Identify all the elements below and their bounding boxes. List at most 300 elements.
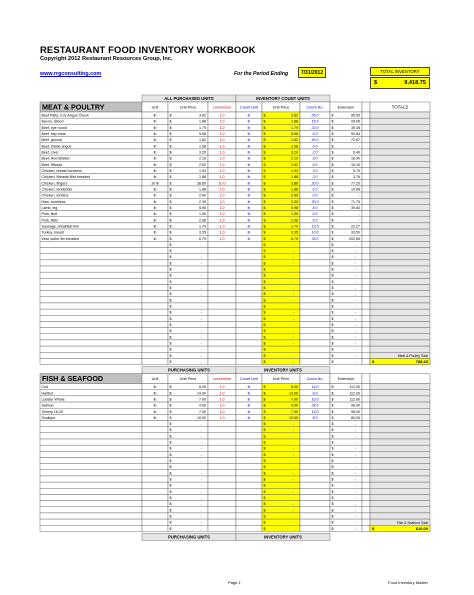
conversion-cell[interactable] bbox=[208, 303, 236, 309]
unit-cell[interactable] bbox=[142, 476, 168, 482]
item-cell[interactable] bbox=[40, 476, 142, 482]
currency-sign: $ bbox=[263, 150, 266, 155]
extension-value: - bbox=[354, 249, 356, 254]
unit-price-cell[interactable] bbox=[168, 421, 208, 427]
website-link[interactable]: www.rrgconsulting.com bbox=[40, 71, 102, 77]
conversion-cell[interactable] bbox=[208, 352, 236, 358]
conversion-cell[interactable] bbox=[208, 358, 236, 364]
conversion-cell[interactable] bbox=[208, 340, 236, 346]
item-cell[interactable] bbox=[40, 433, 142, 439]
item-cell[interactable] bbox=[40, 358, 142, 364]
item-cell[interactable] bbox=[40, 384, 142, 390]
unit-cell[interactable] bbox=[142, 297, 168, 303]
count-no-cell[interactable] bbox=[300, 303, 330, 309]
count-no-cell[interactable] bbox=[300, 457, 330, 463]
unit-cell[interactable] bbox=[142, 464, 168, 470]
item-cell[interactable] bbox=[40, 303, 142, 309]
count-price-value: - bbox=[292, 489, 294, 494]
count-unit-cell[interactable] bbox=[236, 284, 262, 290]
conversion-cell[interactable] bbox=[208, 433, 236, 439]
count-no-cell[interactable] bbox=[300, 272, 330, 278]
unit-cell[interactable] bbox=[142, 278, 168, 284]
unit-cell[interactable] bbox=[142, 266, 168, 272]
currency-sign: $ bbox=[263, 298, 266, 303]
item-cell[interactable] bbox=[40, 488, 142, 494]
conversion-cell[interactable] bbox=[208, 476, 236, 482]
unit-price-cell[interactable] bbox=[168, 284, 208, 290]
unit-cell[interactable] bbox=[142, 248, 168, 254]
count-no-cell[interactable] bbox=[300, 525, 330, 531]
unit-cell[interactable] bbox=[142, 315, 168, 321]
count-unit-cell[interactable] bbox=[236, 445, 262, 451]
conversion-cell[interactable] bbox=[208, 457, 236, 463]
extension-value: 95.50 bbox=[351, 113, 360, 118]
unit-cell[interactable] bbox=[142, 334, 168, 340]
count-unit-cell[interactable] bbox=[236, 291, 262, 297]
conversion-cell[interactable] bbox=[208, 254, 236, 260]
conversion-cell[interactable] bbox=[208, 439, 236, 445]
currency-sign: $ bbox=[169, 508, 172, 513]
extension-value: - bbox=[354, 434, 356, 439]
spacer-cell bbox=[362, 161, 370, 167]
currency-sign: $ bbox=[263, 218, 266, 223]
count-no-cell[interactable] bbox=[300, 254, 330, 260]
column-header-text: Extension bbox=[337, 105, 355, 110]
count-unit-cell[interactable] bbox=[236, 476, 262, 482]
unit-price-cell[interactable] bbox=[168, 278, 208, 284]
item-cell[interactable] bbox=[40, 421, 142, 427]
count-no-cell[interactable] bbox=[300, 501, 330, 507]
count-no-cell[interactable] bbox=[300, 248, 330, 254]
conversion-cell[interactable] bbox=[208, 272, 236, 278]
unit-price-cell[interactable] bbox=[168, 254, 208, 260]
item-cell[interactable] bbox=[40, 284, 142, 290]
conversion-cell[interactable] bbox=[208, 507, 236, 513]
item-cell[interactable] bbox=[40, 451, 142, 457]
unit-cell[interactable] bbox=[142, 494, 168, 500]
count-no-cell[interactable] bbox=[300, 464, 330, 470]
unit-price-cell[interactable] bbox=[168, 297, 208, 303]
unit-price-cell[interactable] bbox=[168, 470, 208, 476]
count-no-cell[interactable] bbox=[300, 439, 330, 445]
count-price-cell bbox=[262, 254, 300, 260]
currency-sign: $ bbox=[331, 125, 334, 130]
conversion-value: 1.0 bbox=[219, 169, 225, 173]
unit-price-value: - bbox=[200, 459, 202, 464]
unit-price-cell[interactable] bbox=[168, 464, 208, 470]
unit-cell[interactable] bbox=[142, 272, 168, 278]
unit-cell[interactable] bbox=[142, 507, 168, 513]
extension-cell bbox=[330, 519, 362, 525]
conversion-cell[interactable] bbox=[208, 266, 236, 272]
count-no-cell[interactable] bbox=[300, 260, 330, 266]
unit-price-cell[interactable] bbox=[168, 507, 208, 513]
conversion-cell[interactable] bbox=[208, 297, 236, 303]
unit-cell[interactable] bbox=[142, 445, 168, 451]
totals-cell bbox=[370, 507, 430, 513]
count-price-value: 4.00 bbox=[291, 403, 298, 408]
count-unit-value: lb bbox=[247, 144, 251, 149]
count-no-cell[interactable] bbox=[300, 519, 330, 525]
currency-sign: $ bbox=[263, 508, 266, 513]
currency-sign: $ bbox=[169, 428, 172, 433]
currency-sign: $ bbox=[169, 385, 172, 390]
unit-price-cell[interactable] bbox=[168, 328, 208, 334]
unit-cell[interactable] bbox=[142, 451, 168, 457]
item-cell[interactable] bbox=[40, 328, 142, 334]
unit-price-cell[interactable] bbox=[168, 260, 208, 266]
unit-price-cell[interactable] bbox=[168, 519, 208, 525]
spacer-cell bbox=[362, 186, 370, 192]
conversion-cell[interactable] bbox=[208, 260, 236, 266]
unit-cell[interactable] bbox=[142, 254, 168, 260]
count-unit-cell[interactable] bbox=[236, 272, 262, 278]
item-cell[interactable] bbox=[40, 297, 142, 303]
item-cell[interactable] bbox=[40, 507, 142, 513]
unit-cell[interactable] bbox=[142, 321, 168, 327]
unit-price-cell[interactable] bbox=[168, 439, 208, 445]
count-unit-cell[interactable] bbox=[236, 248, 262, 254]
unit-price-cell[interactable] bbox=[168, 340, 208, 346]
conversion-cell[interactable] bbox=[208, 513, 236, 519]
count-no-cell[interactable] bbox=[300, 470, 330, 476]
item-cell[interactable] bbox=[40, 278, 142, 284]
item-cell[interactable] bbox=[40, 352, 142, 358]
count-no-cell[interactable] bbox=[300, 266, 330, 272]
count-no-cell[interactable] bbox=[300, 321, 330, 327]
totals-cell bbox=[370, 396, 430, 402]
unit-cell[interactable] bbox=[142, 457, 168, 463]
count-unit-cell[interactable] bbox=[236, 358, 262, 364]
totals-cell bbox=[370, 476, 430, 482]
item-cell[interactable] bbox=[40, 390, 142, 396]
count-unit-cell[interactable] bbox=[236, 266, 262, 272]
unit-price-value: 1.98 bbox=[199, 144, 206, 149]
totals-cell bbox=[370, 513, 430, 519]
conversion-cell[interactable] bbox=[208, 346, 236, 352]
count-no-cell[interactable] bbox=[300, 352, 330, 358]
unit-price-cell[interactable] bbox=[168, 309, 208, 315]
count-price-cell bbox=[262, 507, 300, 513]
unit-price-cell[interactable] bbox=[168, 433, 208, 439]
count-unit-cell[interactable] bbox=[236, 451, 262, 457]
count-no-cell[interactable] bbox=[300, 334, 330, 340]
count-unit-cell[interactable] bbox=[236, 525, 262, 531]
count-unit-cell[interactable] bbox=[236, 482, 262, 488]
item-cell[interactable] bbox=[40, 525, 142, 531]
count-no-cell[interactable] bbox=[300, 445, 330, 451]
unit-cell[interactable] bbox=[142, 433, 168, 439]
unit-cell[interactable] bbox=[142, 501, 168, 507]
conversion-cell[interactable] bbox=[208, 278, 236, 284]
conversion-cell[interactable] bbox=[208, 284, 236, 290]
count-no-cell[interactable] bbox=[300, 241, 330, 247]
conversion-cell[interactable] bbox=[208, 501, 236, 507]
unit-value: lb bbox=[153, 230, 157, 235]
item-cell[interactable] bbox=[40, 254, 142, 260]
item-cell[interactable] bbox=[40, 309, 142, 315]
count-price-cell bbox=[262, 297, 300, 303]
extension-cell bbox=[330, 297, 362, 303]
item-cell[interactable] bbox=[40, 457, 142, 463]
item-cell[interactable] bbox=[40, 291, 142, 297]
unit-price-cell[interactable] bbox=[168, 476, 208, 482]
totals-cell bbox=[370, 334, 430, 340]
unit-cell[interactable] bbox=[142, 482, 168, 488]
conversion-cell[interactable] bbox=[208, 494, 236, 500]
unit-price-cell[interactable] bbox=[168, 494, 208, 500]
currency-sign: $ bbox=[169, 391, 172, 396]
unit-value: lb bbox=[153, 397, 157, 402]
count-no-cell[interactable] bbox=[300, 309, 330, 315]
count-no-value: 9.0 bbox=[312, 132, 318, 137]
currency-sign: $ bbox=[263, 156, 266, 161]
count-unit-cell[interactable] bbox=[236, 321, 262, 327]
count-unit-cell[interactable] bbox=[236, 421, 262, 427]
section-total-value: 788.23 bbox=[415, 358, 428, 364]
unit-price-value: - bbox=[200, 489, 202, 494]
currency-sign: $ bbox=[331, 459, 334, 464]
count-price-value: - bbox=[292, 323, 294, 327]
count-no-cell[interactable] bbox=[300, 427, 330, 433]
conversion-cell[interactable] bbox=[208, 248, 236, 254]
conversion-cell[interactable] bbox=[208, 464, 236, 470]
count-no-cell[interactable] bbox=[300, 476, 330, 482]
unit-cell[interactable] bbox=[142, 340, 168, 346]
item-cell[interactable] bbox=[40, 501, 142, 507]
unit-cell[interactable] bbox=[142, 358, 168, 364]
unit-cell[interactable] bbox=[142, 427, 168, 433]
currency-sign: $ bbox=[331, 138, 334, 143]
unit-price-cell[interactable] bbox=[168, 445, 208, 451]
spacer-cell bbox=[362, 501, 370, 507]
count-unit-cell[interactable] bbox=[236, 340, 262, 346]
totals-cell bbox=[370, 192, 430, 198]
count-unit-cell[interactable] bbox=[236, 513, 262, 519]
currency-sign: $ bbox=[263, 199, 266, 204]
conversion-cell[interactable] bbox=[208, 309, 236, 315]
spacer-cell bbox=[362, 513, 370, 519]
count-no-cell[interactable] bbox=[300, 297, 330, 303]
count-no-cell[interactable] bbox=[300, 346, 330, 352]
unit-cell[interactable] bbox=[142, 513, 168, 519]
conversion-cell[interactable] bbox=[208, 427, 236, 433]
item-cell[interactable] bbox=[40, 482, 142, 488]
currency-sign: $ bbox=[331, 347, 334, 352]
unit-cell[interactable] bbox=[142, 488, 168, 494]
conversion-cell[interactable] bbox=[208, 525, 236, 531]
count-unit-cell[interactable] bbox=[236, 507, 262, 513]
count-unit-cell[interactable] bbox=[236, 260, 262, 266]
count-no-cell[interactable] bbox=[300, 488, 330, 494]
conversion-cell[interactable] bbox=[208, 291, 236, 297]
unit-price-cell[interactable] bbox=[168, 321, 208, 327]
currency-sign: $ bbox=[169, 236, 172, 241]
extension-value: 15.15 bbox=[351, 162, 360, 167]
count-no-cell[interactable] bbox=[300, 507, 330, 513]
unit-price-value: - bbox=[200, 273, 202, 278]
count-no-cell[interactable] bbox=[300, 315, 330, 321]
count-no-cell[interactable] bbox=[300, 482, 330, 488]
conversion-cell[interactable] bbox=[208, 445, 236, 451]
unit-price-cell[interactable] bbox=[168, 315, 208, 321]
unit-price-cell[interactable] bbox=[168, 248, 208, 254]
count-unit-cell[interactable] bbox=[236, 427, 262, 433]
unit-price-cell[interactable] bbox=[168, 358, 208, 364]
count-unit-cell[interactable] bbox=[236, 346, 262, 352]
count-unit-cell[interactable] bbox=[236, 488, 262, 494]
count-unit-cell[interactable] bbox=[236, 328, 262, 334]
count-no-cell[interactable] bbox=[300, 358, 330, 364]
unit-cell[interactable] bbox=[142, 525, 168, 531]
count-unit-cell[interactable] bbox=[236, 297, 262, 303]
unit-price-cell[interactable] bbox=[168, 488, 208, 494]
count-no-cell[interactable] bbox=[300, 513, 330, 519]
conversion-cell[interactable] bbox=[208, 488, 236, 494]
count-no-cell[interactable] bbox=[300, 291, 330, 297]
item-cell[interactable] bbox=[40, 321, 142, 327]
count-unit-cell[interactable] bbox=[236, 494, 262, 500]
conversion-cell[interactable] bbox=[208, 470, 236, 476]
count-no-cell[interactable] bbox=[300, 433, 330, 439]
item-cell[interactable] bbox=[40, 439, 142, 445]
count-unit-cell[interactable] bbox=[236, 309, 262, 315]
item-cell[interactable] bbox=[40, 445, 142, 451]
currency-sign: $ bbox=[169, 156, 172, 161]
unit-cell[interactable] bbox=[142, 309, 168, 315]
unit-price-cell[interactable] bbox=[168, 513, 208, 519]
column-header-text: Count No. bbox=[306, 377, 324, 382]
count-no-cell[interactable] bbox=[300, 284, 330, 290]
item-cell[interactable] bbox=[40, 340, 142, 346]
unit-price-cell[interactable] bbox=[168, 346, 208, 352]
unit-cell[interactable] bbox=[142, 291, 168, 297]
item-cell[interactable] bbox=[40, 315, 142, 321]
item-cell[interactable] bbox=[40, 464, 142, 470]
spacer-cell bbox=[362, 167, 370, 173]
count-no-cell[interactable] bbox=[300, 451, 330, 457]
count-unit-cell[interactable] bbox=[236, 303, 262, 309]
count-unit-cell[interactable] bbox=[236, 439, 262, 445]
count-price-value: - bbox=[292, 452, 294, 457]
item-cell[interactable] bbox=[40, 513, 142, 519]
unit-price-cell[interactable] bbox=[168, 525, 208, 531]
count-no-cell[interactable] bbox=[300, 328, 330, 334]
unit-value: lb bbox=[153, 415, 157, 420]
unit-cell[interactable] bbox=[142, 346, 168, 352]
conversion-cell[interactable] bbox=[208, 241, 236, 247]
count-unit-cell[interactable] bbox=[236, 519, 262, 525]
count-no-cell[interactable] bbox=[300, 278, 330, 284]
unit-price-cell[interactable] bbox=[168, 482, 208, 488]
unit-price-cell[interactable] bbox=[168, 501, 208, 507]
conversion-cell[interactable] bbox=[208, 334, 236, 340]
unit-price-cell[interactable] bbox=[168, 241, 208, 247]
count-unit-cell[interactable] bbox=[236, 334, 262, 340]
item-cell[interactable] bbox=[40, 272, 142, 278]
count-unit-cell[interactable] bbox=[236, 470, 262, 476]
count-unit-cell[interactable] bbox=[236, 352, 262, 358]
count-no-value: 6.0 bbox=[312, 162, 318, 167]
count-unit-cell[interactable] bbox=[236, 254, 262, 260]
currency-sign: $ bbox=[263, 465, 266, 470]
count-unit-cell[interactable] bbox=[236, 241, 262, 247]
unit-price-cell[interactable] bbox=[168, 334, 208, 340]
count-unit-cell[interactable] bbox=[236, 457, 262, 463]
currency-sign: $ bbox=[169, 452, 172, 457]
conversion-cell[interactable] bbox=[208, 451, 236, 457]
unit-price-cell[interactable] bbox=[168, 272, 208, 278]
conversion-cell[interactable] bbox=[208, 519, 236, 525]
item-cell[interactable] bbox=[40, 241, 142, 247]
item-cell[interactable] bbox=[40, 346, 142, 352]
item-cell[interactable] bbox=[40, 266, 142, 272]
item-cell[interactable] bbox=[40, 427, 142, 433]
item-cell[interactable] bbox=[40, 494, 142, 500]
extension-value: 71.75 bbox=[351, 199, 360, 204]
item-cell[interactable] bbox=[40, 519, 142, 525]
item-cell[interactable] bbox=[40, 260, 142, 266]
unit-cell[interactable] bbox=[142, 421, 168, 427]
unit-cell[interactable] bbox=[142, 352, 168, 358]
unit-price-cell[interactable] bbox=[168, 291, 208, 297]
currency-sign: $ bbox=[169, 526, 172, 531]
item-name: Ham, boneless bbox=[41, 199, 66, 204]
count-unit-cell[interactable] bbox=[236, 501, 262, 507]
unit-price-cell[interactable] bbox=[168, 451, 208, 457]
count-unit-cell[interactable] bbox=[236, 315, 262, 321]
item-cell[interactable] bbox=[40, 334, 142, 340]
unit-price-cell[interactable] bbox=[168, 303, 208, 309]
count-unit-cell[interactable] bbox=[236, 464, 262, 470]
conversion-cell[interactable] bbox=[208, 421, 236, 427]
extension-value: - bbox=[354, 471, 356, 476]
count-unit-cell[interactable] bbox=[236, 278, 262, 284]
totals-cell bbox=[370, 235, 430, 241]
conversion-cell[interactable] bbox=[208, 328, 236, 334]
unit-cell[interactable] bbox=[142, 260, 168, 266]
item-cell[interactable] bbox=[40, 402, 142, 408]
conversion-cell[interactable] bbox=[208, 482, 236, 488]
item-cell[interactable] bbox=[40, 248, 142, 254]
unit-cell[interactable] bbox=[142, 519, 168, 525]
extension-cell bbox=[330, 315, 362, 321]
unit-cell[interactable] bbox=[142, 328, 168, 334]
unit-price-value: 1.93 bbox=[199, 169, 206, 173]
unit-cell[interactable] bbox=[142, 470, 168, 476]
unit-cell[interactable] bbox=[142, 439, 168, 445]
currency-sign: $ bbox=[169, 255, 172, 260]
unit-cell[interactable] bbox=[142, 303, 168, 309]
unit-cell[interactable] bbox=[142, 241, 168, 247]
item-cell[interactable] bbox=[40, 470, 142, 476]
unit-cell[interactable] bbox=[142, 284, 168, 290]
conversion-value: 1.0 bbox=[219, 187, 225, 192]
conversion-cell[interactable] bbox=[208, 321, 236, 327]
currency-sign: $ bbox=[263, 212, 266, 217]
count-price-cell bbox=[262, 445, 300, 451]
conversion-cell[interactable] bbox=[208, 315, 236, 321]
unit-price-cell[interactable] bbox=[168, 427, 208, 433]
unit-price-cell[interactable] bbox=[168, 266, 208, 272]
count-unit-cell[interactable] bbox=[236, 433, 262, 439]
count-no-cell[interactable] bbox=[300, 421, 330, 427]
count-no-cell[interactable] bbox=[300, 494, 330, 500]
unit-price-cell[interactable] bbox=[168, 457, 208, 463]
count-no-cell[interactable] bbox=[300, 340, 330, 346]
unit-price-cell[interactable] bbox=[168, 352, 208, 358]
item-cell[interactable] bbox=[40, 414, 142, 420]
